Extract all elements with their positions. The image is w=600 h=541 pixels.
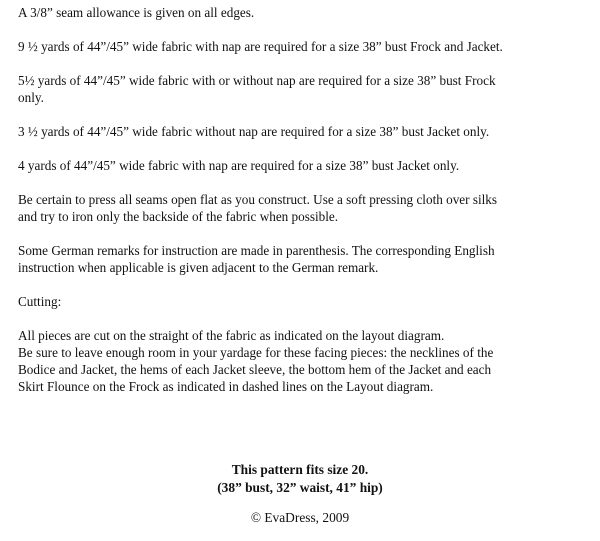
text-line: and try to iron only the backside of the fabric when possible. — [18, 209, 339, 224]
cutting-instructions — [18, 327, 594, 395]
copyright-block — [0, 509, 600, 527]
seam-allowance-note — [18, 4, 594, 21]
text-line: Be sure to leave enough room in your yardage for these facing pieces: the necklines of the — [18, 345, 494, 360]
text-line: instruction when applicable is given adjacent to the German remark. — [18, 260, 379, 275]
pressing-note — [18, 191, 594, 225]
yardage-jacket-without-nap — [18, 123, 594, 140]
yardage-frock-and-jacket — [18, 38, 594, 55]
instructions-body — [18, 4, 594, 395]
yardage-frock-only — [18, 72, 594, 106]
text-line: 5½ yards of 44”/45” wide fabric with or without nap are required for a size 38” bust Frock — [18, 73, 496, 88]
text-line: 3 ½ yards of 44”/45” wide fabric without nap are required for a size 38” bust Jacket only. — [18, 124, 490, 139]
cutting-heading — [18, 293, 594, 310]
yardage-jacket-with-nap — [18, 157, 594, 174]
german-remarks-note — [18, 242, 594, 276]
text-line: 9 ½ yards of 44”/45” wide fabric with nap are required for a size 38” bust Frock and Jacket. — [18, 39, 503, 54]
text-line: Skirt Flounce on the Frock as indicated in dashed lines on the Layout diagram. — [18, 379, 434, 394]
text-line: Be certain to press all seams open flat as you construct. Use a soft pressing cloth over silks — [18, 192, 498, 207]
measurements-line: (38” bust, 32” waist, 41” hip) — [217, 480, 383, 495]
text-line: Some German remarks for instruction are made in parenthesis. The corresponding English — [18, 243, 495, 258]
size-fit-line: This pattern fits size 20. — [231, 462, 369, 477]
text-line: only. — [18, 90, 44, 105]
text-line: All pieces are cut on the straight of the fabric as indicated on the layout diagram. — [18, 328, 445, 343]
text-line: Bodice and Jacket, the hems of each Jacket sleeve, the bottom hem of the Jacket and each — [18, 362, 492, 377]
text-line: Cutting: — [18, 294, 62, 309]
copyright-text: © EvaDress, 2009 — [250, 510, 350, 525]
size-fit-note — [0, 461, 600, 497]
text-line: A 3/8” seam allowance is given on all edges. — [18, 5, 255, 20]
text-line: 4 yards of 44”/45” wide fabric with nap are required for a size 38” bust Jacket only. — [18, 158, 460, 173]
